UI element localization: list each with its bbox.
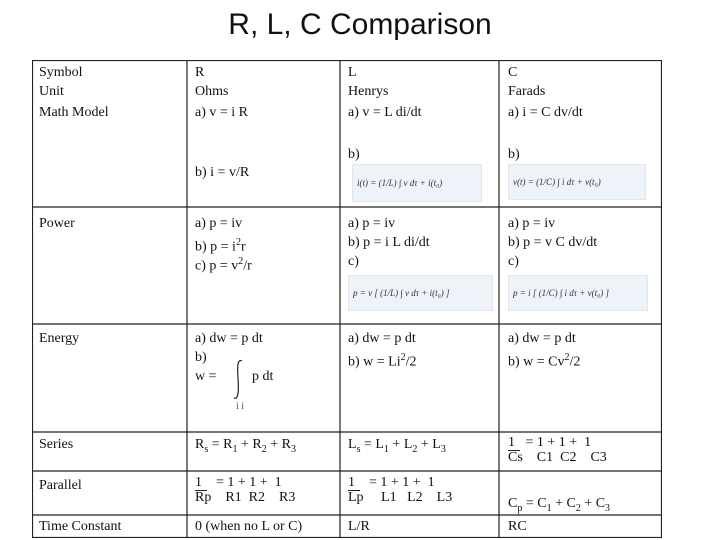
c-parallel: $C_p = C_1 + C_2 + C_3$ xyxy=(508,496,611,514)
l-power-a: a) p = iv xyxy=(348,216,396,231)
c-series-top: 1 = 1 + 1 + 1 xyxy=(508,435,592,450)
r-power-b: b) $p = i^2r$ xyxy=(195,237,246,255)
r-parallel xyxy=(195,475,295,505)
r-parallel-top: 1 = 1 + 1 + 1 xyxy=(195,475,282,490)
l-math-b: b) xyxy=(348,147,360,162)
c-power-b: b) p = v C dv/dt xyxy=(508,235,598,250)
c-series-rule xyxy=(508,450,520,451)
l-parallel-bottom: Lp L1 L2 L3 xyxy=(348,490,453,505)
c-power-equation-image: p = i [ (1/C) ∫ i dτ + v(t₀) ] xyxy=(508,275,648,311)
r-math-b: b) i = v/R xyxy=(195,165,250,180)
label-series: Series xyxy=(39,437,74,452)
r-energy-pdt: p dt xyxy=(252,369,274,384)
c-power-a: a) p = iv xyxy=(508,216,556,231)
r-unit: Ohms xyxy=(195,84,229,99)
c-series xyxy=(508,435,607,465)
comparison-table xyxy=(32,60,662,538)
r-series: $R_s = R_1 + R_2 + R_3$ xyxy=(195,437,296,455)
l-math-a: a) v = L di/dt xyxy=(348,105,422,120)
l-parallel-top: 1 = 1 + 1 + 1 xyxy=(348,475,435,490)
r-parallel-rule xyxy=(195,490,207,491)
l-math-equation-image: i(t) = (1/L) ∫ v dτ + i(t₀) xyxy=(352,164,482,202)
c-energy-b: b) $w = Cv^2/2$ xyxy=(508,352,581,370)
label-energy: Energy xyxy=(39,331,80,346)
c-series-bottom: Cs C1 C2 C3 xyxy=(508,450,607,465)
label-math-model: Math Model xyxy=(39,105,109,120)
c-time-constant: RC xyxy=(508,519,527,534)
r-symbol: R xyxy=(195,65,205,80)
r-energy-w: w = xyxy=(195,369,217,384)
r-math-a: a) v = i R xyxy=(195,105,248,120)
integral-sign-icon xyxy=(232,358,246,402)
l-parallel-rule xyxy=(348,490,360,491)
r-energy-limits: i i xyxy=(236,401,245,412)
c-math-equation-image: v(t) = (1/C) ∫ i dτ + v(t₀) xyxy=(508,164,646,200)
slide-title: R, L, C Comparison xyxy=(228,8,492,41)
c-symbol: C xyxy=(508,65,518,80)
r-time-constant: 0 (when no L or C) xyxy=(195,519,303,534)
label-time-constant: Time Constant xyxy=(39,519,122,534)
r-energy-b: b) xyxy=(195,350,207,365)
c-unit: Farads xyxy=(508,84,546,99)
c-math-b: b) xyxy=(508,147,520,162)
l-symbol: L xyxy=(348,65,357,80)
r-power-c: c) $p = v^2/r$ xyxy=(195,256,252,274)
label-parallel: Parallel xyxy=(39,478,82,493)
l-energy-a: a) dw = p dt xyxy=(348,331,416,346)
l-unit: Henrys xyxy=(348,84,389,99)
c-power-c: c) xyxy=(508,254,519,269)
l-power-c: c) xyxy=(348,254,359,269)
c-energy-a: a) dw = p dt xyxy=(508,331,576,346)
l-power-equation-image: p = v [ (1/L) ∫ v dτ + i(t₀) ] xyxy=(348,275,493,311)
label-symbol: Symbol xyxy=(39,65,83,80)
r-energy-a: a) dw = p dt xyxy=(195,331,263,346)
l-energy-b: b) $w = Li^2/2$ xyxy=(348,352,417,370)
label-unit: Unit xyxy=(39,84,64,99)
l-parallel xyxy=(348,475,452,505)
label-power: Power xyxy=(39,216,75,231)
c-math-a: a) i = C dv/dt xyxy=(508,105,583,120)
l-power-b: b) p = i L di/dt xyxy=(348,235,430,250)
r-parallel-bottom: Rp R1 R2 R3 xyxy=(195,490,296,505)
l-series: $L_s = L_1 + L_2 + L_3$ xyxy=(348,437,446,455)
r-power-a: a) p = iv xyxy=(195,216,243,231)
l-time-constant: L/R xyxy=(348,519,370,534)
